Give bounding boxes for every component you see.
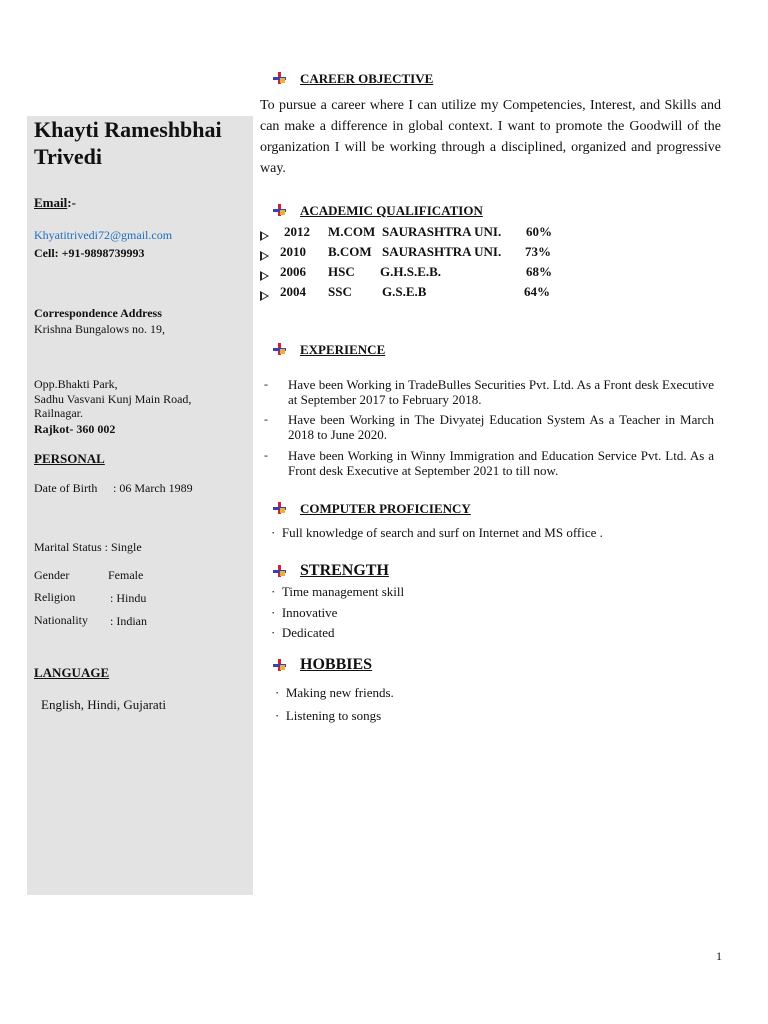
triangle-bullet-icon <box>260 291 269 301</box>
experience-item: Have been Working in Winny Immigration and Education Service Pvt. Ltd. As a Front desk Executive at September 2021 to till now. <box>288 448 714 478</box>
computer-bullet-icon <box>272 501 286 520</box>
hobby-item-text: Making new friends. <box>285 685 394 700</box>
academic-row <box>259 264 579 284</box>
hobby-item: · Listening to songs <box>275 708 382 723</box>
academic-degree: SSC <box>328 284 352 299</box>
academic-year: 2012 <box>284 224 310 239</box>
strength-item: · Dedicated <box>271 625 335 640</box>
career-bullet-icon <box>272 71 286 90</box>
dob-label: Date of Birth <box>34 481 98 495</box>
academic-board: G.H.S.E.B. <box>380 264 442 279</box>
marital-status: Marital Status : Single <box>34 540 142 554</box>
address-label: Correspondence Address <box>34 306 162 320</box>
nationality-label: Nationality <box>34 613 88 627</box>
computer-heading: COMPUTER PROFICIENCY <box>300 501 471 516</box>
address-line-3: Sadhu Vasvani Kunj Main Road, <box>34 392 192 406</box>
hobbies-bullet-icon <box>272 658 286 677</box>
dash-bullet: - <box>264 448 268 462</box>
email-label-suffix: :- <box>67 195 76 210</box>
triangle-bullet-icon <box>260 271 269 281</box>
academic-board: G.S.E.B <box>382 284 427 299</box>
strength-item: · Time management skill <box>271 584 405 599</box>
hobby-item: · Making new friends. <box>275 685 394 700</box>
address-line-1: Krishna Bungalows no. 19, <box>34 322 165 336</box>
name-line-1: Khayti Rameshbhai <box>34 117 222 142</box>
dash-bullet: - <box>264 412 268 426</box>
address-line-4: Railnagar. <box>34 406 83 420</box>
academic-year: 2010 <box>280 244 306 259</box>
career-heading: CAREER OBJECTIVE <box>300 71 434 86</box>
academic-board: SAURASHTRA UNI. <box>382 224 502 239</box>
nationality-value: : Indian <box>110 614 147 628</box>
strength-item-text: Time management skill <box>281 584 405 599</box>
academic-row <box>259 224 579 244</box>
academic-degree: B.COM <box>328 244 372 259</box>
strength-heading: STRENGTH <box>300 562 389 579</box>
triangle-bullet-icon <box>260 231 269 241</box>
academic-board: SAURASHTRA UNI. <box>382 244 502 259</box>
career-text: To pursue a career where I can utilize my Competencies, Interest, and Skills and can make a difference in global context. I want to promote the Goodwill of the organization I will be working through a disciplined, organized and progressive way. <box>260 98 721 176</box>
experience-heading: EXPERIENCE <box>300 342 386 357</box>
gender-label: Gender <box>34 568 70 582</box>
name-line-2: Trivedi <box>34 144 103 169</box>
academic-table <box>259 224 579 304</box>
city-pin: Rajkot- 360 002 <box>34 422 116 436</box>
academic-degree: M.COM <box>328 224 376 239</box>
email-address[interactable]: Khyatitrivedi72@gmail.com <box>34 228 173 242</box>
strength-item-text: Dedicated <box>281 625 335 640</box>
religion-value: : Hindu <box>110 591 147 605</box>
academic-year: 2004 <box>280 284 306 299</box>
academic-year: 2006 <box>280 264 306 279</box>
academic-heading: ACADEMIC QUALIFICATION <box>300 203 483 218</box>
academic-percent: 60% <box>526 224 552 239</box>
religion-label: Religion <box>34 590 76 604</box>
academic-row <box>259 284 579 304</box>
experience-item: Have been Working in TradeBulles Securities Pvt. Ltd. As a Front desk Executive at September 2017 to February 2018. <box>288 377 714 407</box>
academic-row <box>259 244 579 264</box>
academic-percent: 64% <box>524 284 550 299</box>
dob-value: : 06 March 1989 <box>113 481 193 495</box>
triangle-bullet-icon <box>260 251 269 261</box>
academic-percent: 68% <box>526 264 552 279</box>
strength-item: · Innovative <box>271 605 338 620</box>
email-label-text: Email <box>34 195 68 210</box>
languages-list: English, Hindi, Gujarati <box>41 697 166 712</box>
language-heading: LANGUAGE <box>34 665 110 680</box>
computer-item-text: Full knowledge of search and surf on Internet and MS office . <box>281 525 603 540</box>
dash-bullet: - <box>264 377 268 391</box>
gender-value: Female <box>108 568 144 582</box>
academic-bullet-icon <box>272 203 286 222</box>
strength-bullet-icon <box>272 564 286 583</box>
academic-degree: HSC <box>328 264 355 279</box>
personal-heading: PERSONAL <box>34 451 105 466</box>
address-line-2: Opp.Bhakti Park, <box>34 377 118 391</box>
cell-number: Cell: +91-9898739993 <box>34 246 145 260</box>
email-label <box>34 195 76 211</box>
academic-percent: 73% <box>525 244 551 259</box>
computer-item: · Full knowledge of search and surf on Internet and MS office . <box>271 525 603 540</box>
hobbies-heading: HOBBIES <box>300 656 373 673</box>
strength-item-text: Innovative <box>281 605 338 620</box>
page-number: 1 <box>716 949 722 963</box>
candidate-name <box>34 116 222 170</box>
experience-bullet-icon <box>272 342 286 361</box>
hobby-item-text: Listening to songs <box>285 708 382 723</box>
experience-item: Have been Working in The Divyatej Education System As a Teacher in March 2018 to June 2020. <box>288 412 714 442</box>
